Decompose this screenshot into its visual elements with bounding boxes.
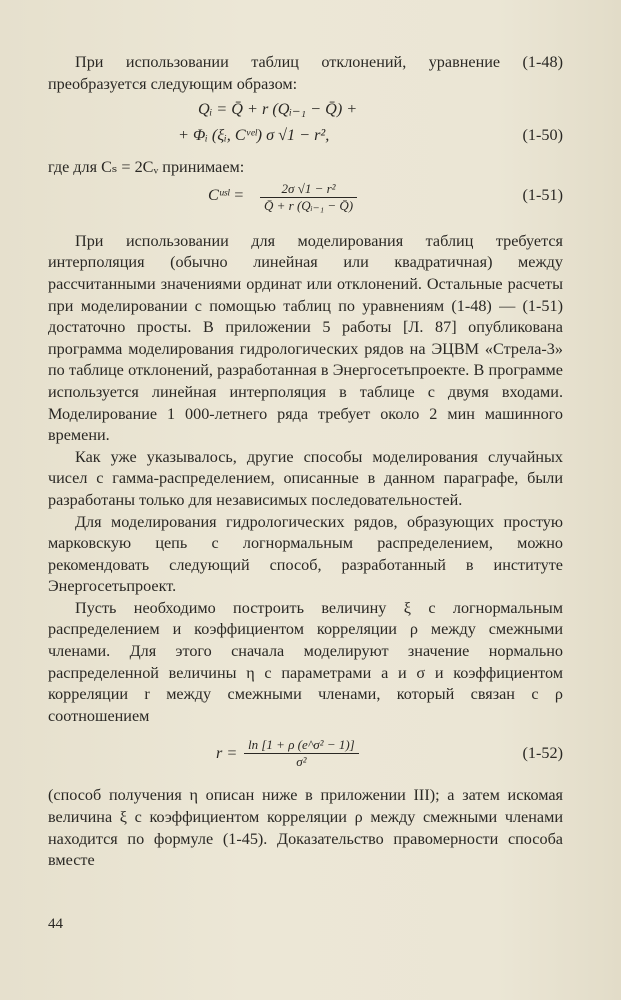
paragraph-3: При использовании для моделирования таблиц требуется интерполяция (обычно линейная или квадратичная) между рассчитанными значениями ординат или отклонений. Остальные расчеты при моделировании с помощью таблиц по уравнениям (1-48) — (1-51) достаточно просты. В приложении 5 работы [Л. 87] опубликована программа моделирования гидрологических рядов на ЭЦВМ «Стрела-3» по таблице отклонений, разработанная в Энергосетьпроекте. В программе используется линейная интерполяция в таблице с двумя входами. Моделирование 1 000-летнего ряда требует около 2 мин машинного времени.: [48, 231, 563, 445]
paragraph-7: (способ получения η описан ниже в приложении III); а затем искомая величина ξ с коэффициентом корреляции ρ между смежными членами находится по формуле (1-45). Доказательство правомерности способа вместе: [48, 786, 563, 870]
equation-number: (1-51): [522, 185, 563, 204]
paragraph-1: При использовании таблиц отклонений, уравнение (1-48) преобразуется следующим образом:: [48, 53, 563, 93]
paragraph-4: Как уже указывалось, другие способы моделирования случайных чисел с гамма-распределением, описанные в данном параграфе, были разработаны только для независимых последовательностей.: [48, 447, 563, 509]
fraction: $\frac{\text{ln [1 + ρ (e\textasciicircum{}σ² − 1)]}}{\text{σ²}}$: [244, 737, 359, 770]
text-column: [48, 52, 563, 872]
paragraph-6: Пусть необходимо построить величину ξ с логнормальным распределением и коэффициентом корреляции ρ между смежными членами. Для этого сначала моделируют значение нормально распределенной величины η с параметрами a и σ и коэффициентом корреляции r между смежными членами, который связан с ρ соотношением: [48, 598, 563, 725]
fraction: $\frac{\text{2σ √1 − r²}}{\text{Q̄ + r (Qᵢ₋₁ − Q̄)}}$: [260, 181, 357, 214]
equation-number: (1-52): [522, 744, 563, 763]
equation-1-50-line2: + Φᵢ (ξᵢ, Cᵛᵉˡ) σ √1 − r², (1-50): [48, 125, 563, 151]
page-number: 44: [48, 916, 63, 932]
paragraph-5: Для моделирования гидрологических рядов, образующих простую марковскую цепь с логнормальным распределением, можно рекомендовать следующий способ, разработанный в институте Энергосетьпроект.: [48, 512, 563, 596]
equation-number: (1-50): [522, 126, 563, 145]
equation-1-52: r = $\frac{\text{ln [1 + ρ (e\textasciicircum{}σ² − 1)]}}{\text{σ²}}$ (1-52): [216, 737, 563, 770]
paragraph-2: где для Cₛ = 2Cᵥ принимаем:: [48, 158, 245, 177]
equation-1-50-line1: Qᵢ = Q̄ + r (Qᵢ₋₁ − Q̄) +: [198, 100, 358, 119]
equation-1-51: Cᵘˢˡ = $\frac{\text{2σ √1 − r²}}{\text{Q̄ + r (Qᵢ₋₁ − Q̄)}}$ (1-51): [208, 180, 563, 213]
